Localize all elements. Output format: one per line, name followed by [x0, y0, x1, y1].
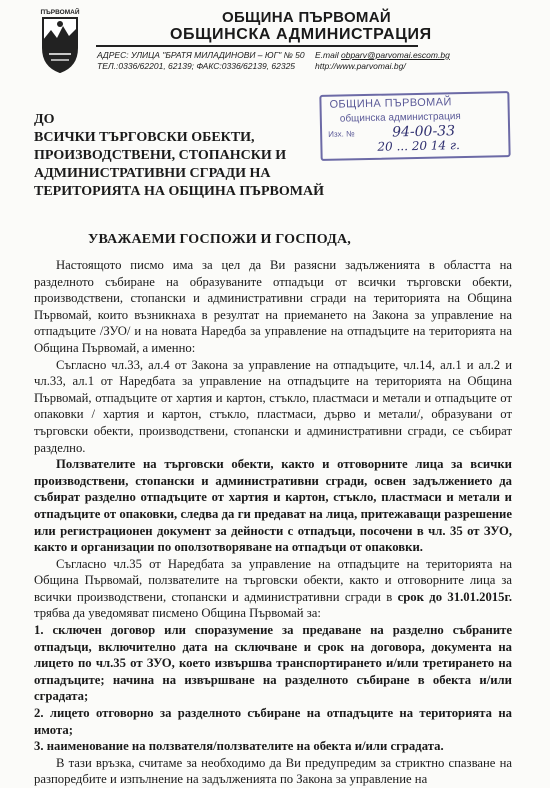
phone-line: ТЕЛ.:0336/62201, 62139; ФАКС:0336/62139, 62325 — [97, 61, 296, 71]
stamp-date: 20 ... 20 14 г. — [377, 138, 460, 154]
org-name: ОБЩИНА ПЪРВОМАЙ — [222, 9, 391, 26]
addressee-line: АДМИНИСТРАТИВНИ СГРАДИ НА — [34, 166, 271, 181]
addressee-line: ПРОИЗВОДСТВЕНИ, СТОПАНСКИ И — [34, 148, 287, 163]
list-item: 1. сключен договор или споразумение за предаване на разделно събраните отпадъци, включително дата на сключване и срок на договора, документа на лицето по чл.35 от ЗУО, което извършва транспортирането и/или третирането на отпадъците; начина на извършване на разделното събиране в обекта и/или сградата; — [34, 623, 512, 704]
letter-body — [34, 257, 512, 788]
header-divider — [96, 45, 418, 47]
greeting: УВАЖАЕМИ ГОСПОЖИ И ГОСПОДА, — [88, 232, 351, 247]
stamp-subtitle: общинска администрация — [339, 111, 461, 125]
email-label: E.mail — [315, 50, 339, 60]
paragraph — [34, 556, 512, 622]
paragraph-text: Съгласно чл.35 от Наредбата за управление на отпадъците на територията на Община Първомай, ползвателите на търговски обекти, както и отговорните лица за всички производствени, стопански и административни сгради в — [34, 556, 512, 604]
addressee-line: ВСИЧКИ ТЪРГОВСКИ ОБЕКТИ, — [34, 130, 255, 145]
municipality-crest-icon — [35, 6, 85, 76]
paragraph: Съгласно чл.33, ал.4 от Закона за управление на отпадъците, чл.14, ал.1 и ал.2 и чл.33, ал.1 от Наредбата за управление на отпадъците на територията на Община Първомай, отпадъците от хартия и картон, стъкло, пластмаси и метали и отпадъците от опаковки / хартия и картон, стъкло, пластмаси, дърво и метали/, образувани от търговски обекти, производствени, стопански и административни сгради, се събират разделно. — [34, 357, 512, 455]
list-item: 2. лицето отговорно за разделното събиране на отпадъците на територията на имота; — [34, 706, 512, 737]
contact-right — [315, 50, 450, 72]
address-line: АДРЕС: УЛИЦА "БРАТЯ МИЛАДИНОВИ – ЮГ" № 50 — [97, 50, 305, 60]
paragraph-bold: Ползвателите на търговски обекти, както и отговорните лица за всички производствени, стопански и административни сгради, освен задължението да събират разделно отпадъците от хартия и картон, стъкло, пластмаси и метали и отпадъците от опаковки, следва да ги предават на лица, притежаващи разрешение или регистрационен документ за дейности с отпадъци, посочени в чл. 35 от ЗУО, както и организации по оползотворяване на отпадъци от опаковки. — [34, 457, 512, 555]
website-link[interactable]: http://www.parvomai.bg/ — [315, 61, 406, 71]
addressee-line: ТЕРИТОРИЯТА НА ОБЩИНА ПЪРВОМАЙ — [34, 184, 324, 199]
email-line — [315, 50, 450, 61]
stamp-entry-number: 94-00-33 — [391, 123, 456, 141]
stamp-entry-label: Изх. № — [328, 129, 355, 139]
deadline-text: срок до 31.01.2015г. — [397, 589, 512, 604]
addressee-block — [34, 111, 324, 201]
paragraph: Настоящото писмо има за цел да Ви разясни задълженията в областта на разделното събиране на образуваните отпадъци от всички търговски обекти, производствени, стопански и административни сгради на територията на Община Първомай, които възникнаха в резултат на приемането на Закона за управление на отпадъците /ЗУО/ и на новата Наредба за управление на отпадъците на територията на Община Първомай, а именно: — [34, 258, 512, 355]
logo-text: ПЪРВОМАЙ — [40, 9, 80, 16]
addressee-line: ДО — [34, 112, 55, 127]
paragraph: В тази връзка, считаме за необходимо да Ви предупредим за стриктно спазване на разпоредбите и изпълнение на задълженията по Закона за управление на — [34, 755, 512, 787]
contact-left — [97, 50, 305, 72]
paragraph-text: трябва да уведомяват писмено Община Първомай за: — [34, 606, 321, 621]
stamp-title: ОБЩИНА ПЪРВОМАЙ — [329, 96, 452, 111]
registration-stamp — [319, 91, 510, 161]
list-item: 3. наименование на ползвателя/ползвателите на обекта и/или сградата. — [34, 739, 444, 754]
org-subtitle: ОБЩИНСКА АДМИНИСТРАЦИЯ — [170, 26, 432, 43]
email-link[interactable]: obparv@parvomai.escom.bg — [341, 50, 450, 60]
